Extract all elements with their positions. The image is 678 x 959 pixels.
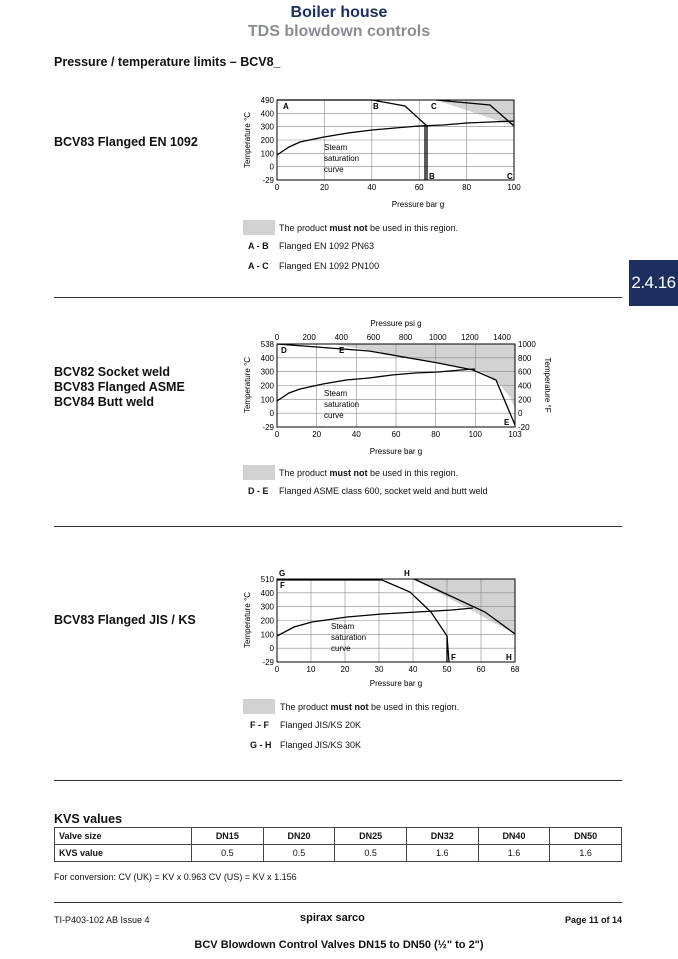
divider-2 [54, 526, 622, 527]
chart1-x-tick-label: 20 [319, 183, 329, 192]
chart1-annotation-b2: B [429, 172, 435, 181]
chart3-y-tick-label: -29 [262, 658, 274, 667]
chart2-label-1: BCV82 Socket weld [54, 365, 171, 379]
chart3-legend-swatch [243, 699, 275, 714]
chart2-y-tick-label: 538 [260, 340, 274, 349]
kvs-value-cell: 1.6 [406, 845, 478, 862]
chart2-x-tick-label: 103 [508, 430, 522, 439]
chart1-legend-key-ac: A - C [248, 261, 269, 271]
footer-page-number: Page 11 of 14 [564, 915, 622, 925]
chart2-x-tick-label: 20 [312, 430, 322, 439]
chart1-x-tick-label: 80 [462, 183, 472, 192]
chart3-xlabel: Pressure bar g [369, 679, 423, 688]
footer-divider [54, 902, 622, 903]
chart1-y-tick-label: 100 [260, 149, 274, 159]
chart2-x2-tick-label: 1400 [493, 333, 511, 342]
chart1-saturation-curve [277, 121, 514, 155]
chart2-x-tick-label: 40 [351, 430, 361, 439]
chart1-annotation-c2: C [507, 172, 513, 181]
chart2-saturation-label: saturation [324, 400, 360, 409]
chart1-label: BCV83 Flanged EN 1092 [54, 135, 198, 149]
chart2-y-tick-label: 0 [269, 409, 274, 419]
chart2-x2-tick-label: 0 [274, 333, 280, 342]
chart2-label-2: BCV83 Flanged ASME [54, 380, 185, 394]
chart2-curve-label: curve [324, 411, 344, 420]
chart2-x-tick-label: 100 [468, 430, 483, 439]
chart3-x-tick-label: 68 [510, 665, 520, 674]
chart2-y2-tick-label: 800 [518, 353, 532, 363]
chart2-y2-tick-label: 200 [518, 395, 532, 405]
chart3-y-tick-label: 400 [260, 588, 274, 598]
chart1-annotation-b: B [373, 102, 379, 111]
chart1-y-tick-label: 200 [260, 136, 274, 145]
header-subtitle: TDS blowdown controls [247, 23, 431, 40]
chart1-x-tick-label: 0 [274, 183, 280, 192]
chart1-y-tick-label: 300 [260, 122, 274, 132]
chart2-x2-tick-label: 200 [302, 333, 316, 342]
chart2-y2-tick-label: 1000 [518, 340, 536, 349]
chart1-x-tick-label: 60 [414, 183, 424, 192]
chart1-curve-label: curve [324, 165, 344, 174]
chart3-y-tick-label: 100 [260, 630, 274, 640]
kvs-header-cell: DN15 [192, 828, 264, 845]
chart1-ylabel: Temperature °C [243, 111, 252, 169]
chart2-legend-text-de: Flanged ASME class 600, socket weld and butt weld [279, 486, 488, 496]
chart2-x2-tick-label: 400 [334, 333, 348, 342]
chart2-annotation-e: E [339, 346, 345, 355]
chart2-svg [240, 315, 560, 460]
chart1-x-tick-label: 100 [507, 183, 521, 192]
chart2-y2-tick-label: 600 [518, 367, 532, 377]
chart2-y2-tick-label: 400 [518, 381, 532, 391]
chart3-legend-key-ff: F - F [250, 720, 269, 730]
chart2-x-tick-label: 80 [431, 430, 441, 439]
chart1-legend-note: The product must not be used in this region. [279, 223, 459, 233]
chart3-x-tick-label: 0 [274, 665, 280, 674]
footer-doc-number: TI-P403-102 AB Issue 4 [54, 915, 150, 925]
header-title: Boiler house [290, 4, 388, 21]
chart2-label-3: BCV84 Butt weld [54, 395, 155, 409]
chart2-y-tick-label: 400 [260, 353, 274, 363]
chart1-x-tick-label: 40 [367, 183, 377, 192]
chart1-y-tick-label: 0 [269, 162, 274, 172]
chart2-y2-tick-label: 0 [518, 409, 523, 419]
chart2-y2label: Temperature °F [543, 357, 552, 413]
kvs-value-cell: 0.5 [192, 845, 264, 862]
chart1-steam-label: Steam [324, 143, 348, 152]
chart2-legend-swatch [243, 465, 275, 480]
kvs-value-cell: 1.6 [550, 845, 622, 862]
chart3-annotation-h: H [404, 569, 410, 578]
chart3-legend-key-gh: G - H [250, 740, 272, 750]
chart3-annotation-f2: F [451, 653, 456, 662]
chart2-saturation-curve [277, 369, 475, 401]
chart1-annotation-c: C [431, 102, 437, 111]
footer-title: BCV Blowdown Control Valves DN15 to DN50 (½" to 2") [194, 939, 484, 951]
kvs-value-cell: 1.6 [478, 845, 550, 862]
chart2-x-tick-label: 0 [274, 430, 280, 439]
chart3-legend-note: The product must not be used in this region. [280, 702, 460, 712]
kvs-table [54, 827, 622, 862]
chart1-y-tick-label: 490 [260, 96, 274, 105]
chart1-legend-swatch [243, 220, 275, 235]
section-tab[interactable]: 2.4.16 [629, 260, 678, 306]
chart3-x-tick-label: 60 [476, 665, 486, 674]
chart3-x-tick-label: 30 [374, 665, 384, 674]
kvs-header-cell: Valve size [55, 828, 192, 845]
chart2-y-tick-label: -29 [262, 423, 274, 432]
chart2-annotation-e2: E [504, 418, 510, 427]
section-title: Pressure / temperature limits – BCV8_ [54, 55, 281, 69]
chart3-y-tick-label: 0 [269, 644, 274, 654]
kvs-header-cell: DN40 [478, 828, 550, 845]
chart2-steam-label: Steam [324, 389, 348, 398]
conversion-note: For conversion: CV (UK) = KV x 0.963 CV (US) = KV x 1.156 [54, 872, 297, 882]
chart1-legend-text-ac: Flanged EN 1092 PN100 [279, 261, 380, 271]
chart2-y-tick-label: 200 [260, 381, 274, 391]
chart3-curve-label: curve [331, 644, 351, 653]
kvs-header-cell: DN20 [263, 828, 335, 845]
chart2-y-tick-label: 300 [260, 367, 274, 377]
chart2-xlabel: Pressure bar g [369, 447, 423, 456]
divider-1 [54, 297, 622, 298]
chart3-legend-text-ff: Flanged JIS/KS 20K [280, 720, 362, 730]
chart3-steam-label: Steam [331, 622, 355, 631]
chart3-annotation-h2: H [506, 653, 512, 662]
chart3-x-tick-label: 40 [408, 665, 418, 674]
chart2-annotation-d: D [281, 346, 287, 355]
chart1-y-tick-label: -29 [262, 176, 274, 185]
chart2-x2label: Pressure psi g [370, 319, 422, 328]
chart1-xlabel: Pressure bar g [391, 200, 445, 209]
chart1-annotation-a: A [283, 102, 289, 111]
chart2-x2-tick-label: 1000 [428, 333, 447, 342]
chart2-x-tick-label: 60 [391, 430, 401, 439]
chart3-label: BCV83 Flanged JIS / KS [54, 613, 196, 627]
kvs-value-cell: KVS value [55, 845, 192, 862]
chart3-annotation-f: F [280, 581, 285, 590]
kvs-value-row [55, 845, 622, 862]
chart3-saturation-label: saturation [331, 633, 367, 642]
brand-logo: spirax sarco [300, 912, 365, 924]
chart3-line-ff [277, 580, 449, 662]
kvs-header-cell: DN50 [550, 828, 622, 845]
chart3-y-tick-label: 300 [260, 602, 274, 612]
divider-3 [54, 780, 622, 781]
kvs-header-cell: DN32 [406, 828, 478, 845]
chart3-x-tick-label: 20 [340, 665, 350, 674]
chart1-legend-text-ab: Flanged EN 1092 PN63 [279, 241, 375, 251]
chart2-y2-tick-label: -20 [518, 423, 530, 432]
chart1-legend-key-ab: A - B [248, 241, 269, 251]
chart2-legend-note: The product must not be used in this region. [279, 468, 459, 478]
chart2-y-tick-label: 100 [260, 395, 274, 405]
chart3-y-tick-label: 200 [260, 616, 274, 626]
chart3-legend-text-gh: Flanged JIS/KS 30K [280, 740, 362, 750]
chart2-x2-tick-label: 1200 [460, 333, 479, 342]
kvs-value-cell: 0.5 [263, 845, 335, 862]
kvs-header-row [55, 828, 622, 845]
chart2-x2-tick-label: 600 [366, 333, 381, 342]
chart2-x2-tick-label: 800 [398, 333, 413, 342]
kvs-header-cell: DN25 [335, 828, 407, 845]
kvs-title: KVS values [54, 812, 123, 826]
chart3-ylabel: Temperature °C [243, 591, 252, 649]
kvs-value-cell: 0.5 [335, 845, 407, 862]
chart3-x-tick-label: 10 [306, 665, 316, 674]
chart3-x-tick-label: 50 [442, 665, 452, 674]
chart3-annotation-g: G [279, 569, 286, 578]
chart1-svg [240, 92, 540, 212]
chart1-y-tick-label: 400 [260, 109, 274, 119]
chart3-svg [240, 566, 540, 690]
chart1-saturation-label: saturation [324, 154, 360, 163]
chart2-legend-key-de: D - E [248, 486, 269, 496]
chart2-ylabel: Temperature °C [243, 356, 252, 414]
chart3-y-tick-label: 510 [260, 575, 274, 584]
